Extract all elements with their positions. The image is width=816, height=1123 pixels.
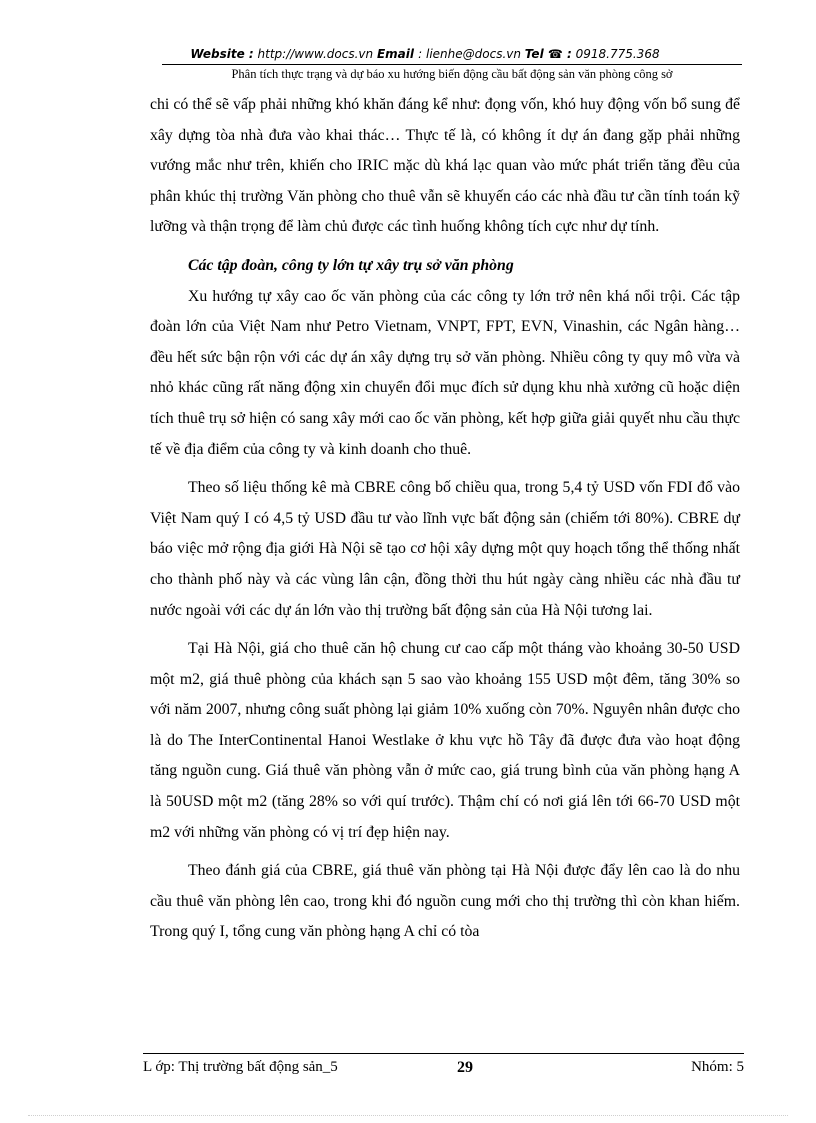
body-text [150, 90, 740, 956]
footer-class-label: L ớp: Thị trường bất động sản_5 [143, 1059, 338, 1075]
tel-value: 0918.775.368 [571, 47, 660, 61]
header-divider [162, 64, 742, 65]
tel-label: Tel ☎ : [524, 47, 572, 61]
footer-group-label: Nhóm: 5 [691, 1059, 744, 1075]
email-link[interactable]: : lienhe@docs.vn [418, 47, 525, 61]
running-title: Phân tích thực trạng và dự báo xu hướng biến động cầu bất động sản văn phòng công sở [231, 67, 673, 81]
page-number: 29 [457, 1059, 473, 1076]
paragraph-2: Xu hướng tự xây cao ốc văn phòng của các công ty lớn trở nên khá nổi trội. Các tập đoàn lớn của Việt Nam như Petro Vietnam, VNPT, FPT, EVN, Vinashin, các Ngân hàng…đều hết sức bận rộn với các dự án xây dựng trụ sở văn phòng. Nhiều công ty quy mô vừa và nhỏ khác cũng rất năng động xin chuyển đổi mục đích sử dụng khu nhà xưởng cũ hoặc diện tích thuê trụ sở hiện có sang xây mới cao ốc văn phòng, kết hợp giữa giải quyết nhu cầu thực tế về địa điểm của công ty và kinh doanh cho thuê. [150, 287, 740, 458]
paragraph-3: Theo số liệu thống kê mà CBRE công bố chiều qua, trong 5,4 tỷ USD vốn FDI đổ vào Việt Nam quý I có 4,5 tỷ USD đầu tư vào lĩnh vực bất động sản (chiếm tới 80%). CBRE dự báo việc mở rộng địa giới Hà Nội sẽ tạo cơ hội xây dựng một quy hoạch tổng thể thống nhất cho thành phố này và các vùng lân cận, đồng thời thu hút ngày càng nhiều các nhà đầu tư nước ngoài với các dự án lớn vào thị trường bất động sản của Hà Nội tương lai. [150, 479, 740, 619]
paragraph-5: Theo đánh giá của CBRE, giá thuê văn phòng tại Hà Nội được đẩy lên cao là do nhu cầu thuê văn phòng lên cao, trong khi đó nguồn cung mới cho thị trường thì còn khan hiếm. Trong quý I, tổng cung văn phòng hạng A chỉ có tòa [150, 862, 740, 941]
site-header [160, 47, 690, 61]
email-label: Email [376, 47, 419, 61]
section-heading: Các tập đoàn, công ty lớn tự xây trụ sở văn phòng [188, 256, 514, 274]
paragraph-4: Tại Hà Nội, giá cho thuê căn hộ chung cư cao cấp một tháng vào khoảng 30-50 USD một m2, giá thuê phòng của khách sạn 5 sao vào khoảng 155 USD một đêm, tăng 30% so với năm 2007, nhưng công suất phòng lại giảm 10% xuống còn 70%. Nguyên nhân được cho là do The InterContinental Hanoi Westlake ở khu vực hồ Tây đã được đưa vào hoạt động tăng nguồn cung. Giá thuê văn phòng vẫn ở mức cao, giá trung bình của văn phòng hạng A là 50USD một m2 (tăng 28% so với quí trước). Thậm chí có nơi giá lên tới 66-70 USD một m2 với những văn phòng có vị trí đẹp hiện nay. [150, 640, 740, 841]
page-bottom-edge [28, 1115, 788, 1116]
footer-divider [143, 1053, 744, 1054]
paragraph-1: chi có thể sẽ vấp phải những khó khăn đáng kể như: đọng vốn, khó huy động vốn bổ sung để xây dựng tòa nhà đưa vào khai thác… Thực tế là, có không ít dự án đang gặp phải những vướng mắc như trên, khiến cho IRIC mặc dù khá lạc quan vào mức phát triển tăng đều của phân khúc thị trường Văn phòng cho thuê vẫn sẽ khuyến cáo các nhà đầu tư cần tính toán kỹ lưỡng và thận trọng để làm chủ được các tình huống không tích cực như dự tính. [150, 96, 740, 236]
website-label: Website : [190, 47, 254, 61]
website-link[interactable]: http://www.docs.vn [253, 47, 377, 61]
